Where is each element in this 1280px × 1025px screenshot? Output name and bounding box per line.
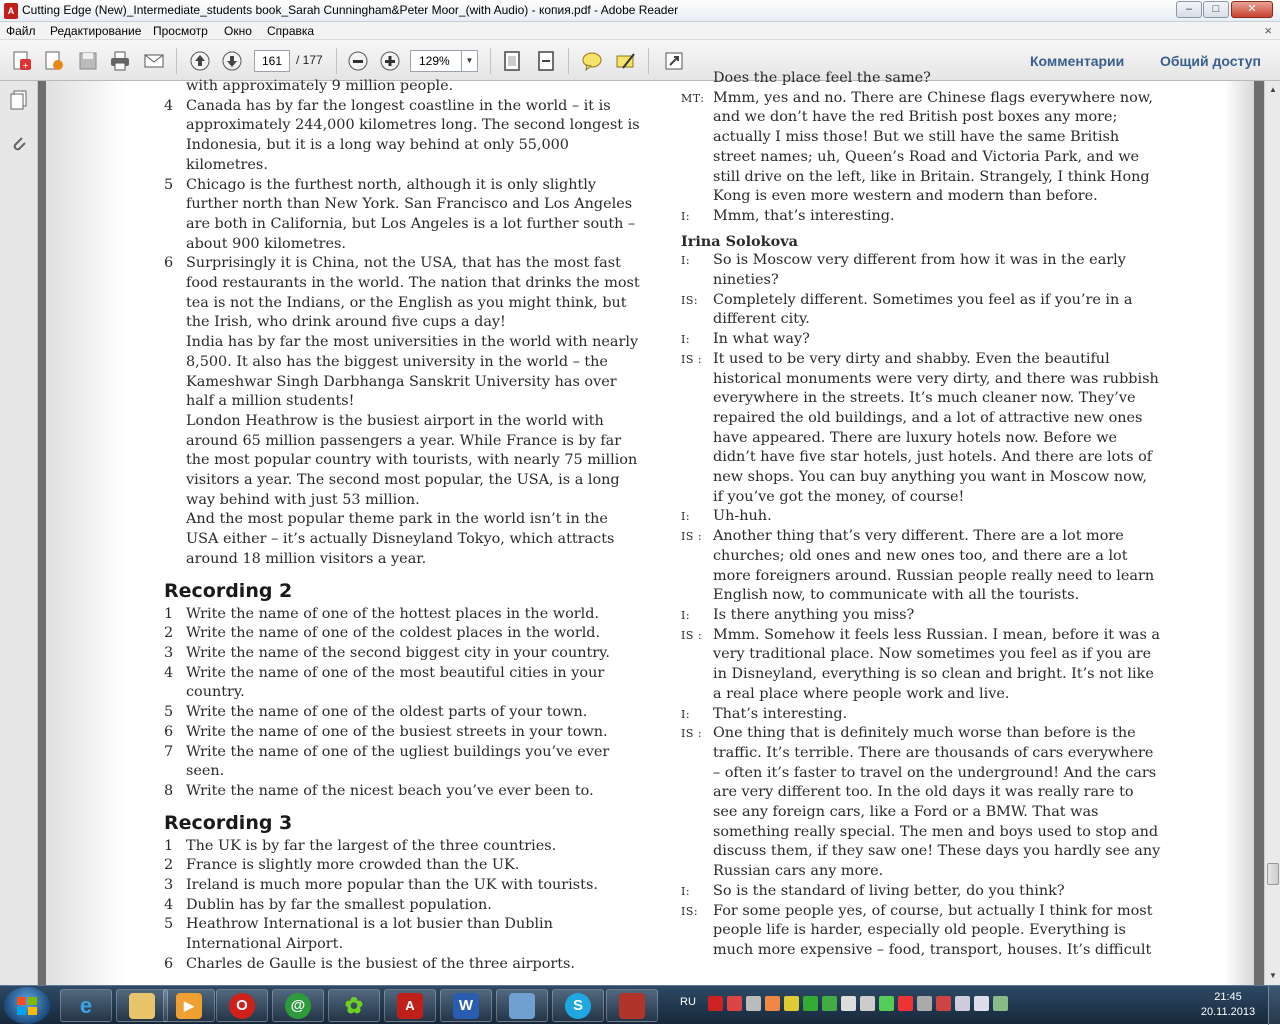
transcript-line: I: That’s interesting. xyxy=(681,705,848,722)
show-desktop-button[interactable] xyxy=(1268,986,1280,1025)
system-tray xyxy=(708,996,1008,1011)
page-shadow xyxy=(1224,81,1254,985)
create-pdf-icon[interactable] xyxy=(10,49,34,73)
attachments-icon[interactable] xyxy=(8,133,30,155)
list-item: 7 Write the name of one of the ugliest buildings you’ve ever seen. xyxy=(164,743,610,780)
list-item: 4 Write the name of one of the most beautiful cities in your country. xyxy=(164,664,605,701)
list-item: 8 Write the name of the nicest beach you’ve ever been to. xyxy=(164,782,594,799)
clock[interactable] xyxy=(1198,990,1258,1020)
word-icon: W xyxy=(453,993,479,1019)
page-shadow xyxy=(46,81,126,985)
tray-app-icon[interactable] xyxy=(879,996,894,1011)
toolbar-divider xyxy=(336,48,337,74)
taskbar-opera[interactable] xyxy=(216,989,268,1022)
tray-app-icon[interactable] xyxy=(803,996,818,1011)
edit-pdf-icon[interactable] xyxy=(42,49,66,73)
adobe-reader-icon: A xyxy=(4,3,18,19)
minimize-button[interactable]: – xyxy=(1176,1,1202,18)
list-item: 6 Surprisingly it is China, not the USA, that has the most fast food restaurants in the world. The nation that drinks the most tea is not the Indians, or the English as you might think, but the Irish, who drink around five cups a day! xyxy=(164,255,640,331)
tray-app-icon[interactable] xyxy=(708,996,723,1011)
toolbar-divider xyxy=(648,48,649,74)
taskbar-explorer[interactable] xyxy=(116,989,168,1022)
toolbar-divider xyxy=(568,48,569,74)
maximize-button[interactable]: □ xyxy=(1203,1,1229,18)
tray-app-icon[interactable] xyxy=(860,996,875,1011)
network-icon[interactable] xyxy=(955,996,970,1011)
menu-window[interactable]: Окно xyxy=(224,24,252,38)
navigation-pane xyxy=(0,81,38,985)
list-item: 4 Canada has by far the longest coastline in the world – it is approximately 244,000 kilometres long. The second longest is Indonesia, but it is a long way behind at only 55,000 kilometres. xyxy=(164,97,640,173)
list-item: 3 Ireland is much more popular than the UK with tourists. xyxy=(164,877,598,894)
zoom-value: 129% xyxy=(419,54,450,68)
sticky-note-icon[interactable] xyxy=(580,49,604,73)
transcript-line: MT: Mmm, yes and no. There are Chinese flags everywhere now, and we don’t have the red British post boxes any more; actually I miss those! But we still have the same British street names; uh, Queen’s Road and Victoria Park, and we still drive on the left, like in Britain. Strangely, I think Hong Kong is even more western and modern than before. xyxy=(681,89,1153,205)
list-item: 4 Dublin has by far the smallest population. xyxy=(164,896,492,913)
skype-icon: S xyxy=(565,993,591,1019)
menu-bar xyxy=(0,22,1280,40)
speaker-name: Irina Solokova xyxy=(681,232,798,250)
transcript-line: I: In what way? xyxy=(681,331,810,348)
page-total: / 177 xyxy=(296,53,323,67)
zoom-in-icon[interactable] xyxy=(378,49,402,73)
transcript-line: IS: Completely different. Sometimes you feel as if you’re in a different city. xyxy=(681,291,1133,328)
windows-logo-icon xyxy=(17,997,37,1015)
paragraph: India has by far the most universities in the world with nearly 8,500. It also has the biggest university in the world – the Kameshwar Singh Darbhanga Sanskrit University has over half a million students! xyxy=(186,334,639,410)
document-viewport[interactable] xyxy=(38,70,1264,985)
recording-3-heading: Recording 3 xyxy=(164,811,293,834)
vertical-scrollbar[interactable] xyxy=(1264,81,1280,985)
transcript-line: IS : One thing that is definitely much worse than before is the traffic. It’s terrible. There are thousands of cars everywhere – often it’s faster to travel on the underground! And the cars are very different too. In the old days it was really rare to see any foreign cars, like a Ford or a BMW. That was something really special. The men and boys used to stop and discuss them, if they saw one! These days you hardly see any Russian cars any more. xyxy=(681,725,1161,880)
fit-width-icon[interactable] xyxy=(534,49,558,73)
page-thumbnails-icon[interactable] xyxy=(8,89,30,111)
list-item: 1 Write the name of one of the hottest places in the world. xyxy=(164,605,600,622)
taskbar-internet-explorer[interactable] xyxy=(60,989,112,1022)
close-document-icon[interactable]: × xyxy=(1264,23,1272,38)
taskbar-icq[interactable] xyxy=(328,989,380,1022)
chevron-down-icon[interactable]: ▼ xyxy=(461,51,477,71)
window-title: Cutting Edge (New)_Intermediate_students book_Sarah Cunningham&Peter Moor_(with Audio) - копия.pdf - Adobe Reader xyxy=(22,3,679,17)
language-indicator[interactable]: RU xyxy=(680,996,696,1008)
taskbar-media-player[interactable] xyxy=(163,989,215,1022)
paragraph: And the most popular theme park in the world isn’t in the USA either – it’s actually Disneyland Tokyo, which attracts around 18 million visitors a year. xyxy=(186,511,615,567)
list-item: 5 Chicago is the furthest north, although it is only slightly further north than New York. San Francisco and Los Angeles are both in California, but Los Angeles is a lot further south – about 900 kilometres. xyxy=(164,176,636,252)
previous-page-icon[interactable] xyxy=(188,49,212,73)
tray-app-icon[interactable] xyxy=(765,996,780,1011)
clock-time: 21:45 xyxy=(1214,991,1242,1003)
adobe-reader-icon: A xyxy=(397,993,423,1019)
volume-icon[interactable] xyxy=(974,996,989,1011)
comments-button[interactable]: Комментарии xyxy=(1030,53,1125,69)
print-icon[interactable] xyxy=(108,49,132,73)
left-text-column xyxy=(164,77,644,975)
title-bar[interactable] xyxy=(0,0,1280,22)
transcript-line: IS: For some people yes, of course, but actually I think for most people life is harder, especially old people. Everything is much more expensive – food, transport, houses. It’s difficult xyxy=(681,902,1153,958)
save-icon[interactable] xyxy=(76,49,100,73)
mail-agent-icon: @ xyxy=(285,993,311,1019)
toolbar-divider xyxy=(176,48,177,74)
scroll-up-icon[interactable]: ▲ xyxy=(1269,85,1277,94)
page-number-input[interactable]: 161 xyxy=(254,50,290,72)
internet-explorer-icon: e xyxy=(79,992,93,1018)
tray-app-icon[interactable] xyxy=(917,996,932,1011)
folder-icon xyxy=(129,993,155,1019)
image-viewer-icon xyxy=(509,993,535,1019)
list-item: 2 France is slightly more crowded than the UK. xyxy=(164,857,520,874)
transcript-line: I: So is the standard of living better, do you think? xyxy=(681,882,1065,899)
paragraph: London Heathrow is the busiest airport in the world with around 65 million passengers a year. While France is by far the most popular country with tourists, with nearly 75 million visitors a year. The second most popular, the USA, is a long way behind with just 53 million. xyxy=(186,412,638,508)
taskbar-adobe-reader[interactable] xyxy=(384,989,436,1022)
list-item: 2 Write the name of one of the coldest places in the world. xyxy=(164,625,601,642)
taskbar-skype[interactable] xyxy=(552,989,604,1022)
scroll-down-icon[interactable]: ▼ xyxy=(1269,971,1277,980)
list-item: 3 Write the name of the second biggest city in your country. xyxy=(164,644,610,661)
right-text-column xyxy=(681,69,1161,961)
tray-app-icon[interactable] xyxy=(936,996,951,1011)
tray-app-icon[interactable] xyxy=(727,996,742,1011)
next-page-icon[interactable] xyxy=(220,49,244,73)
share-button[interactable]: Общий доступ xyxy=(1160,53,1261,69)
pdf-page xyxy=(46,70,1254,985)
recording-2-heading: Recording 2 xyxy=(164,579,293,602)
close-button[interactable]: ✕ xyxy=(1231,1,1273,18)
list-item: 6 Charles de Gaulle is the busiest of the three airports. xyxy=(164,955,575,972)
list-item: with approximately 9 million people. xyxy=(186,78,454,94)
transcript-line: IS : Another thing that’s very different. There are a lot more churches; old ones and new ones too, and there are a lot more foreigners around. Russian people really need to learn English now, to communicate with all the tourists. xyxy=(681,528,1155,604)
list-item: 6 Write the name of one of the busiest streets in your town. xyxy=(164,723,608,740)
zoom-select[interactable] xyxy=(410,50,478,72)
fit-page-icon[interactable] xyxy=(500,49,524,73)
transcript-line: IS : Mmm. Somehow it feels less Russian. I mean, before it was a very traditional place. Now sometimes you feel as if you are in Disneyland, everything is so clean and bright. It’s not like a real place where people work and live. xyxy=(681,626,1161,702)
zoom-out-icon[interactable] xyxy=(346,49,370,73)
list-item: 1 The UK is by far the largest of the three countries. xyxy=(164,837,557,854)
list-item: 5 Write the name of one of the oldest parts of your town. xyxy=(164,704,588,721)
opera-icon: O xyxy=(229,993,255,1019)
transcript-line: I: Uh-huh. xyxy=(681,508,772,525)
transcript-line: I: Mmm, that’s interesting. xyxy=(681,207,895,224)
taskbar-word[interactable] xyxy=(440,989,492,1022)
email-icon[interactable] xyxy=(142,49,166,73)
tray-app-icon[interactable] xyxy=(822,996,837,1011)
books-icon xyxy=(619,993,645,1019)
transcript-line: IS : It used to be very dirty and shabby. Even the beautiful historical monuments were very dirty, and there was rubbish everywhere in the streets. It’s much cleaner now. They’ve repaired the old buildings, and a lot of attractive new ones have appeared. There are luxury hotels now. Before we didn’t have five star hotels, just hotels. And there are lots of new shops. You can buy anything you want in Moscow now, if you’ve got the money, of course! xyxy=(681,350,1159,505)
transcript-line: I: Is there anything you miss? xyxy=(681,606,915,623)
taskbar-winrar[interactable] xyxy=(606,989,658,1022)
transcript-line: Does the place feel the same? xyxy=(713,70,931,86)
list-item: 5 Heathrow International is a lot busier than Dublin International Airport. xyxy=(164,916,553,953)
taskbar-image-viewer[interactable] xyxy=(496,989,548,1022)
toolbar-divider xyxy=(490,48,491,74)
svg-text:+: + xyxy=(22,61,29,70)
menu-edit[interactable]: Редактирование xyxy=(50,24,142,38)
highlight-icon[interactable] xyxy=(614,49,638,73)
taskbar xyxy=(0,985,1280,1024)
taskbar-mail-agent[interactable] xyxy=(272,989,324,1022)
transcript-line: I: So is Moscow very different from how it was in the early nineties? xyxy=(681,252,1126,289)
scrollbar-thumb[interactable] xyxy=(1267,863,1279,885)
media-player-icon: ▶ xyxy=(176,993,202,1019)
menu-file[interactable]: Файл xyxy=(6,24,36,38)
icq-flower-icon: ✿ xyxy=(344,992,364,1018)
tray-app-icon[interactable] xyxy=(841,996,856,1011)
menu-view[interactable]: Просмотр xyxy=(153,24,208,38)
clock-date: 20.11.2013 xyxy=(1200,1006,1256,1018)
tray-app-icon[interactable] xyxy=(993,996,1008,1011)
start-button[interactable] xyxy=(4,987,50,1024)
tray-app-icon[interactable] xyxy=(784,996,799,1011)
tray-app-icon[interactable] xyxy=(746,996,761,1011)
menu-help[interactable]: Справка xyxy=(267,24,315,38)
tray-app-icon[interactable] xyxy=(898,996,913,1011)
